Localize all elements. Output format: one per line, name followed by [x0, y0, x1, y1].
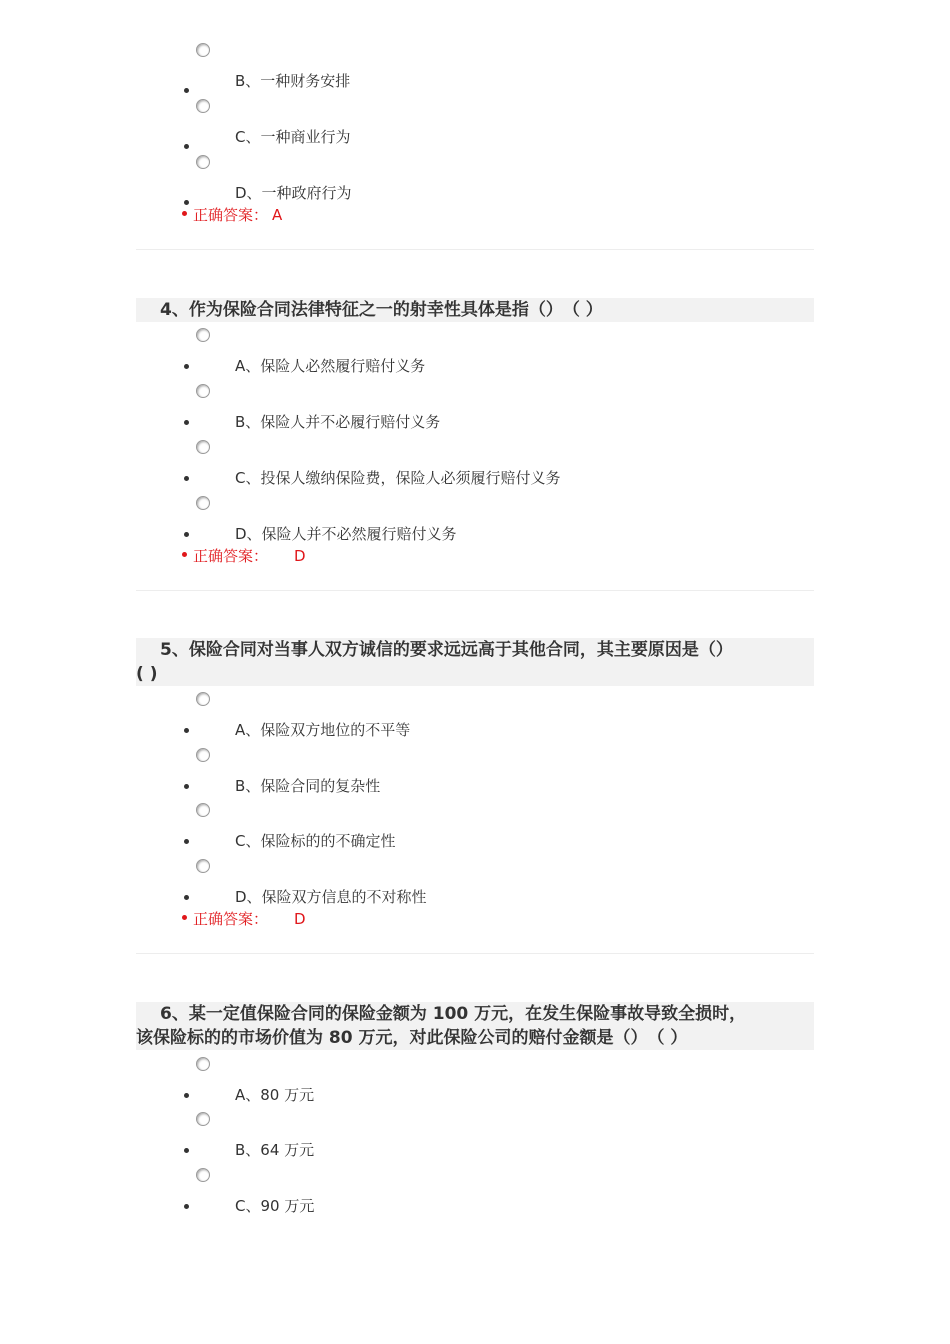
q6-option-label: B、64 万元 [235, 1141, 315, 1159]
q4-correct-answer [182, 546, 306, 566]
q5-title-line1: 5、保险合同对当事人双方诚信的要求远远高于其他合同，其主要原因是（） [160, 640, 733, 660]
bullet-icon [182, 211, 187, 216]
q4-option-c[interactable] [180, 440, 800, 496]
q3-option-label: C、一种商业行为 [235, 128, 351, 146]
radio-icon[interactable] [196, 496, 210, 510]
bullet-icon [184, 784, 189, 789]
q6-title-line1: 6、某一定值保险合同的保险金额为 100 万元，在发生保险事故导致全损时， [160, 1004, 747, 1024]
q4-title-text: 4、作为保险合同法律特征之一的射幸性具体是指（） （ ） [160, 300, 603, 320]
bullet-icon [184, 895, 189, 900]
q4-option-label: D、保险人并不必然履行赔付义务 [235, 525, 457, 543]
q4-option-label: B、保险人并不必履行赔付义务 [235, 413, 441, 431]
q5-option-label: D、保险双方信息的不对称性 [235, 888, 427, 906]
q5-option-d[interactable] [180, 859, 800, 915]
radio-icon[interactable] [196, 1057, 210, 1071]
q5-option-label: C、保险标的的不确定性 [235, 832, 396, 850]
radio-icon[interactable] [196, 692, 210, 706]
q3-option-label: B、一种财务安排 [235, 72, 351, 90]
answer-value: A [272, 206, 283, 224]
q4-option-a[interactable] [180, 328, 800, 384]
radio-icon[interactable] [196, 803, 210, 817]
radio-icon[interactable] [196, 384, 210, 398]
radio-icon[interactable] [196, 748, 210, 762]
q5-option-a[interactable] [180, 692, 800, 748]
q4-option-label: A、保险人必然履行赔付义务 [235, 357, 426, 375]
answer-label: 正确答案： [193, 206, 269, 224]
radio-icon[interactable] [196, 1112, 210, 1126]
q4-block [136, 298, 814, 322]
radio-icon[interactable] [196, 155, 210, 169]
q6-option-label: C、90 万元 [235, 1197, 315, 1215]
bullet-icon [182, 915, 187, 920]
q3-option-label: D、一种政府行为 [235, 184, 352, 202]
bullet-icon [184, 1204, 189, 1209]
radio-icon[interactable] [196, 440, 210, 454]
bullet-icon [184, 532, 189, 537]
radio-icon[interactable] [196, 43, 210, 57]
q5-title [136, 638, 814, 686]
q5-option-label: B、保险合同的复杂性 [235, 777, 381, 795]
q6-option-label: A、80 万元 [235, 1086, 315, 1104]
q4-option-label: C、投保人缴纳保险费，保险人必须履行赔付义务 [235, 469, 561, 487]
q5-option-c[interactable] [180, 803, 800, 859]
q5-option-b[interactable] [180, 748, 800, 804]
q5-correct-answer [182, 909, 306, 929]
divider [136, 590, 814, 591]
q4-title [136, 298, 814, 322]
radio-icon[interactable] [196, 859, 210, 873]
bullet-icon [184, 364, 189, 369]
bullet-icon [182, 552, 187, 557]
bullet-icon [184, 839, 189, 844]
radio-icon[interactable] [196, 1168, 210, 1182]
bullet-icon [184, 144, 189, 149]
q3-correct-answer [182, 205, 282, 225]
bullet-icon [184, 1093, 189, 1098]
answer-label: 正确答案： [193, 547, 269, 565]
answer-label: 正确答案： [193, 910, 269, 928]
answer-value: D [294, 910, 306, 928]
bullet-icon [184, 476, 189, 481]
bullet-icon [184, 88, 189, 93]
radio-icon[interactable] [196, 328, 210, 342]
divider [136, 249, 814, 250]
q6-option-b[interactable] [180, 1112, 800, 1168]
q6-title [136, 1002, 814, 1050]
q5-option-label: A、保险双方地位的不平等 [235, 721, 411, 739]
q5-title-line2: ( ) [136, 664, 158, 684]
bullet-icon [184, 728, 189, 733]
radio-icon[interactable] [196, 99, 210, 113]
bullet-icon [184, 1148, 189, 1153]
answer-value: D [294, 547, 306, 565]
q5-block [136, 638, 814, 686]
q6-option-c[interactable] [180, 1168, 800, 1224]
q4-option-d[interactable] [180, 496, 800, 552]
bullet-icon [184, 420, 189, 425]
q4-option-b[interactable] [180, 384, 800, 440]
q6-title-line2: 该保险标的的市场价值为 80 万元，对此保险公司的赔付金额是（） （ ） [136, 1028, 688, 1048]
q6-block [136, 1002, 814, 1050]
q6-option-a[interactable] [180, 1057, 800, 1113]
divider [136, 953, 814, 954]
